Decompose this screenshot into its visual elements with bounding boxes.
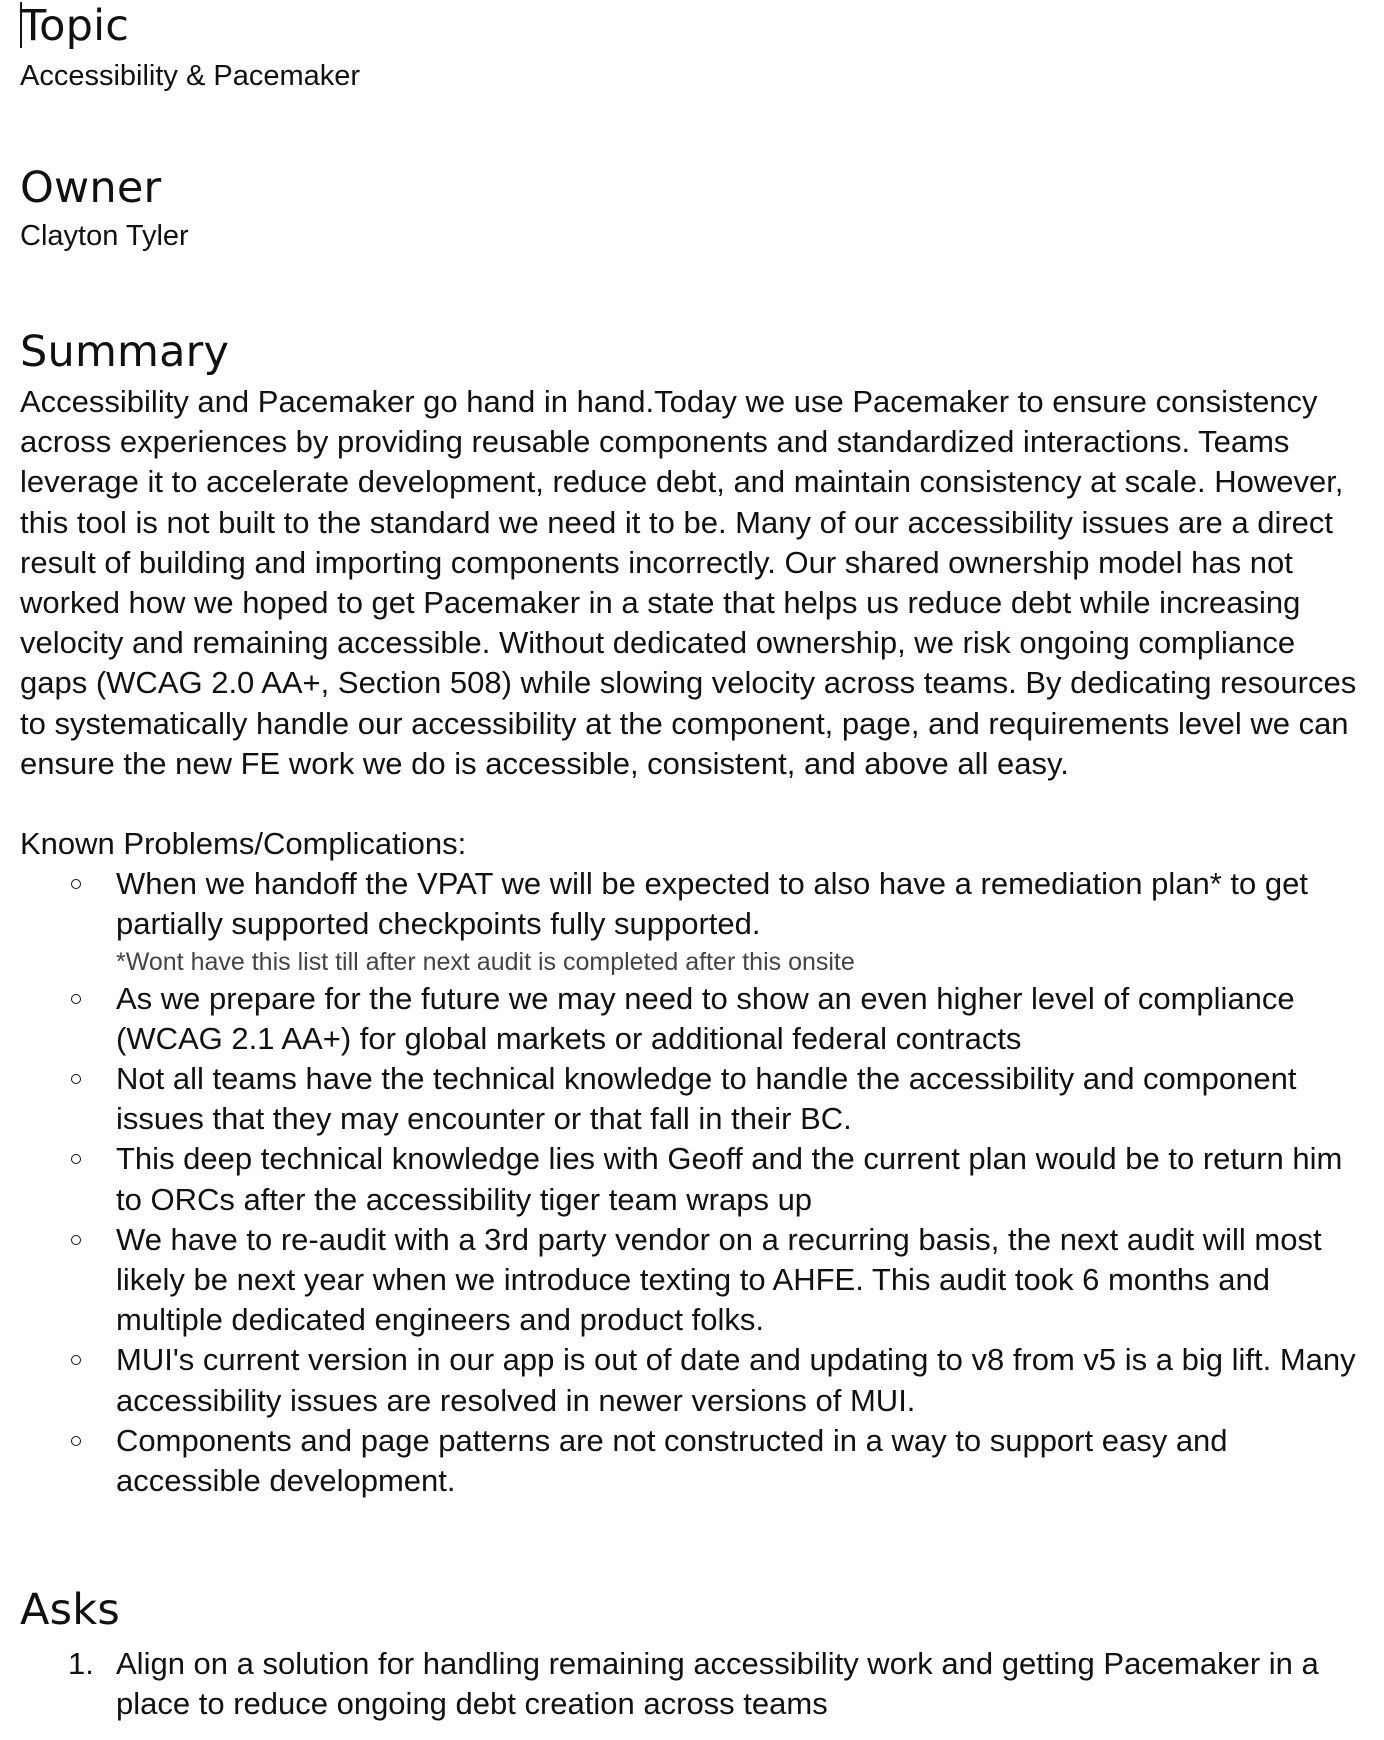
- hollow-bullet-icon: [71, 1154, 81, 1164]
- asks-section: [20, 1584, 1370, 1724]
- hollow-bullet-icon: [71, 994, 81, 1004]
- hollow-bullet-icon: [71, 1355, 81, 1365]
- list-item-number: 1.: [68, 1646, 94, 1681]
- summary-heading[interactable]: Summary: [20, 327, 230, 377]
- hollow-bullet-icon: [71, 1235, 81, 1245]
- owner-value[interactable]: Clayton Tyler: [20, 220, 189, 252]
- list-item-text: MUI's current version in our app is out of date and updating to v8 from v5 is a big lift. Many accessibility issues are resolved in newer versions of MUI.: [116, 1342, 1356, 1418]
- list-item-text: Components and page patterns are not constructed in a way to support easy and accessible development.: [116, 1422, 1228, 1499]
- owner-heading[interactable]: Owner: [20, 163, 162, 213]
- topic-value[interactable]: Accessibility & Pacemaker: [20, 60, 361, 92]
- list-item-text: When we handoff the VPAT we will be expected to also have a remediation plan* to get partially supported checkpoints fully supported.: [116, 866, 1308, 942]
- summary-paragraph[interactable]: Accessibility and Pacemaker go hand in hand.Today we use Pacemaker to ensure consistency across experiences by providing reusable components and standardized interactions. Teams leverage it to accelerate development, reduce debt, and maintain consistency at scale. However, this tool is not built to the standard we need it to be. Many of our accessibility issues are a direct result of building and importing components incorrectly. Our shared ownership model has not worked how we hoped to get Pacemaker in a state that helps us reduce debt while increasing velocity and remaining accessible. Without dedicated ownership, we risk ongoing compliance gaps (WCAG 2.0 AA+, Section 508) while slowing velocity across teams. By dedicating resources to systematically handle our accessibility at the component, page, and requirements level we can ensure the new FE work we do is accessible, consistent, and above all easy.: [20, 384, 1357, 781]
- list-item[interactable]: [20, 1340, 1370, 1420]
- list-item[interactable]: [20, 1220, 1370, 1341]
- list-item-text: We have to re-audit with a 3rd party vendor on a recurring basis, the next audit will most likely be next year when we introduce texting to AHFE. This audit took 6 months and multiple dedicated engineers and product folks.: [116, 1221, 1322, 1338]
- list-item[interactable]: [20, 979, 1370, 1059]
- list-item-text: As we prepare for the future we may need to show an even higher level of compliance (WCAG 2.1 AA+) for global markets or additional federal contracts: [116, 980, 1295, 1056]
- topic-heading-text: Topic: [20, 1, 130, 51]
- summary-section: [20, 326, 1370, 1501]
- list-item[interactable]: [20, 1421, 1370, 1501]
- problems-list: [20, 864, 1370, 1501]
- hollow-bullet-icon: [71, 1074, 81, 1084]
- hollow-bullet-icon: [71, 879, 81, 889]
- owner-section: [20, 162, 1370, 254]
- list-item-text: Not all teams have the technical knowledge to handle the accessibility and component issues that they may encounter or that fall in their BC.: [116, 1061, 1297, 1137]
- asks-heading[interactable]: Asks: [20, 1585, 120, 1635]
- topic-section: [20, 0, 1370, 94]
- problems-label[interactable]: Known Problems/Complications:: [20, 826, 467, 862]
- list-item[interactable]: [20, 1139, 1370, 1219]
- list-item[interactable]: [20, 1059, 1370, 1139]
- topic-heading[interactable]: [20, 0, 1370, 52]
- hollow-bullet-icon: [71, 1436, 81, 1446]
- list-item-note: *Wont have this list till after next audit is completed after this onsite: [116, 947, 855, 976]
- list-item[interactable]: [20, 1644, 1370, 1724]
- list-item-text: This deep technical knowledge lies with Geoff and the current plan would be to return him to ORCs after the accessibility tiger team wraps up: [116, 1141, 1343, 1217]
- list-item[interactable]: [20, 864, 1370, 978]
- asks-list: [20, 1644, 1370, 1724]
- list-item-text: Align on a solution for handling remaining accessibility work and getting Pacemaker in a place to reduce ongoing debt creation across teams: [116, 1646, 1319, 1722]
